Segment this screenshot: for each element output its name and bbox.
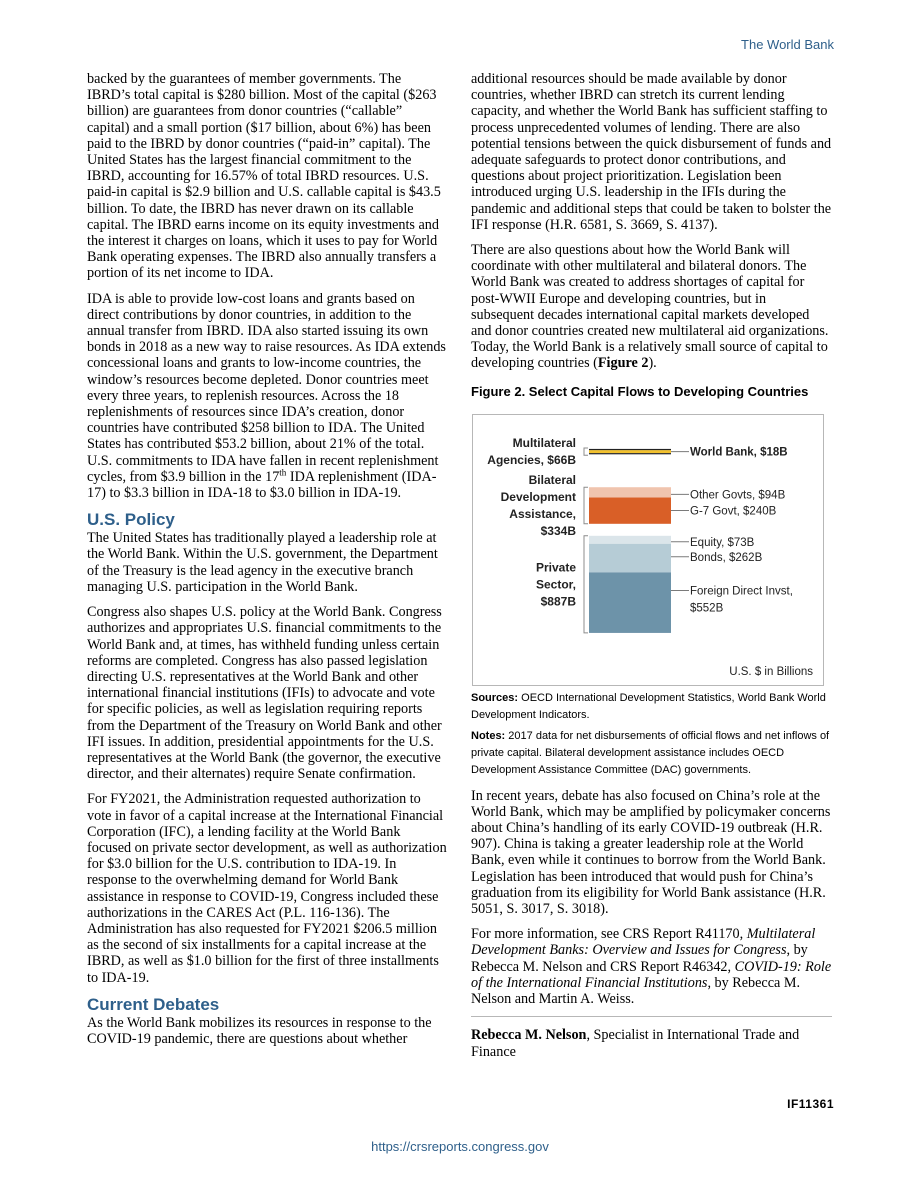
paragraph-ida (87, 291, 448, 502)
header-title: The World Bank (741, 37, 834, 52)
paragraph-congress: Congress also shapes U.S. policy at the World Bank. Congress authorizes and appropriates U.S. financial commitments to the World Bank and, at times, has withheld funding unless certain reforms are completed. Congress has also passed legislation directing U.S. representatives at the World Bank and other international financial institutions (IFIs) to advocate and vote for specific policies, as well as legislation requiring reports from the Department of the Treasury on World Bank and other IFI issues. In addition, presidential appointments for the U.S. representatives at the World Bank (the governor, the executive director, and their alternates) require Senate confirmation. (87, 604, 442, 783)
segment-label: Foreign Direct Invst, (690, 585, 793, 598)
group-label: Agencies, $66B (487, 452, 576, 467)
bar-segment (589, 497, 671, 523)
bar-segment (589, 450, 671, 453)
notes-label: Notes: (471, 729, 506, 742)
paragraph-ida-text: IDA is able to provide low-cost loans and grants based on direct contributions by donor countries, in addition to the annual transfer from IBRD. IDA also started issuing its own bonds in 2018 as a new way to raise resources. As IDA extends concessional loans and grants to low-income countries, the window’s resources become depleted. Donor countries meet every three years, to replenish resources. Across the 18 replenishments of resources since IDA’s creation, donor countries have contributed $258 billion to IDA. The United States has contributed $53.2 billion, about 21% of the total. U.S. commitments to IDA have fallen in recent replenishment cycles, from $3.9 billion in the 17 (87, 290, 446, 485)
figure-title: Figure 2. Select Capital Flows to Developing Countries (471, 383, 809, 399)
sources-label: Sources: (471, 691, 519, 704)
segment-label: Other Govts, $94B (690, 489, 786, 502)
group-label: Bilateral (528, 472, 576, 487)
report-title-r41170: Multilateral Development Banks: Overview and Issues for Congress (471, 926, 816, 959)
group-bracket (584, 535, 588, 632)
superscript: th (279, 467, 287, 478)
notes-text: 2017 data for net disbursements of official flows and net inflows of private capital. Bilateral development assistance includes OECD Development Assistance Committee (DAC) governments. (471, 729, 830, 776)
bar-segment (589, 543, 671, 572)
more-info-text-2: , by Rebecca M. Nelson and CRS Report R46342, (471, 942, 808, 975)
right-column (471, 71, 832, 1060)
group-label: Assistance, (509, 506, 576, 521)
bar-segment (589, 487, 671, 497)
group-label: Development (500, 489, 576, 504)
paragraph-leadership: The United States has traditionally played a leadership role at the World Bank. Within the U.S. government, the Department of the Treasury is the lead agency in the executive branch managing U.S. participation in the World Bank. (87, 530, 438, 595)
group-bracket (584, 487, 588, 524)
segment-label: $552B (690, 602, 724, 615)
heading-current-debates: Current Debates (87, 994, 220, 1014)
author-line (471, 1016, 832, 1059)
paragraph-coordination (471, 242, 832, 372)
figure-reference: Figure 2 (597, 355, 649, 372)
bar-segment (589, 572, 671, 632)
segment-label: World Bank, $18B (690, 446, 788, 459)
segment-label: G-7 Govt, $240B (690, 505, 777, 518)
paragraph-china: In recent years, debate has also focused on China’s role at the World Bank, which may be amplified by policymaker concerns about China’s handling of its early COVID-19 outbreak (H.R. 907). China is taking a greater leadership role at the World Bank, even while it continues to borrow from the World Bank. Legislation has been introduced that would push for China’s graduation from its eligibility for World Bank assistance (H.R. 5051, S. 3017, S. 3018). (471, 787, 831, 918)
figure-notes (471, 728, 832, 779)
author-name: Rebecca M. Nelson (471, 1027, 587, 1044)
document-id: IF11361 (787, 1097, 834, 1111)
group-label: Private (535, 560, 576, 575)
author-title: , Specialist in International Trade and Finance (471, 1027, 800, 1060)
group-label: $334B (540, 523, 576, 538)
paragraph-coordination-end: ). (648, 355, 657, 372)
heading-us-policy: U.S. Policy (87, 510, 175, 530)
chart-canvas (473, 415, 823, 685)
group-label: Sector, (535, 577, 576, 592)
group-bracket (584, 448, 588, 455)
bar-segment-edge (589, 453, 671, 454)
left-column (87, 71, 448, 1056)
bar-segment (589, 535, 671, 543)
paragraph-debates-start: As the World Bank mobilizes its resources in response to the COVID-19 pandemic, there are questions about whether (87, 1014, 432, 1047)
more-info-text-3: , by Rebecca M. Nelson and Martin A. Weiss. (471, 974, 801, 1008)
group-label: $887B (540, 594, 576, 609)
paragraph-ibrd-capital: backed by the guarantees of member governments. The IBRD’s total capital is $280 billion. Most of the capital ($263 billion) are guarantees from donor countries (“callable” capital) and a small portion ($17 billion, about 6%) has been paid to the IBRD by donor countries (“paid-in” capital). The United States has the largest financial commitment to the IBRD, accounting for 16.57% of total IBRD resources. U.S. paid-in capital is $2.9 billion and U.S. callable capital is $43.5 billion. To date, the IBRD has never drawn on its callable capital. The IBRD earns income on its equity investments and the interest it charges on loans, which it uses to pay for World Bank operating expenses. The IBRD also annually transfers a portion of its net income to IDA. (87, 71, 441, 282)
unit-label: U.S. $ in Billions (729, 665, 813, 678)
segment-label: Bonds, $262B (690, 551, 763, 564)
bar-segment-edge (589, 449, 671, 450)
paragraph-more-info (471, 926, 832, 1007)
paragraph-ida-text-end: IDA replenishment (IDA-17) to $3.3 billion in IDA-18 to $3.0 billion in IDA-19. (87, 468, 437, 502)
segment-label: Equity, $73B (690, 536, 755, 549)
group-label: Multilateral (512, 435, 576, 450)
capital-flows-chart (472, 414, 824, 686)
more-info-text: For more information, see CRS Report R41170, (471, 926, 747, 943)
report-title-r46342: COVID-19: Role of the International Financial Institutions (471, 958, 832, 991)
sources-text: OECD International Development Statistics, World Bank World Development Indicators. (471, 691, 826, 721)
footer-url[interactable]: https://crsreports.congress.gov (371, 1139, 549, 1154)
figure-sources (471, 690, 832, 724)
paragraph-coordination-text: There are also questions about how the World Bank will coordinate with other multilateral and bilateral donors. The World Bank was created to address shortages of capital for post-WWII Europe and developing countries, but in subsequent decades international capital markets developed and donor countries created new multilateral aid organizations. Today, the World Bank is a relatively small source of capital to developing countries ( (471, 242, 829, 372)
paragraph-fy2021: For FY2021, the Administration requested authorization to vote in favor of a capital increase at the International Financial Corporation (IFC), a lending facility at the World Bank focused on private sector development, as well as authorization for $3.0 billion for the U.S. contribution to IDA-19. In response to the overwhelming demand for World Bank assistance in response to COVID-19, Congress included these authorizations in the CARES Act (P.L. 116-136). The Administration has also requested for FY2021 $206.5 million as the second of six installments for a capital increase at the IBRD, as well as $1.0 billion for the first of three installments to IDA-19. (87, 791, 447, 986)
paragraph-resources: additional resources should be made available by donor countries, whether IBRD can stretch its current lending capacity, and whether the World Bank has sufficient staffing to process unprecedented volumes of lending. There are also potential tensions between the quick disbursement of funds and adequate safeguards to protect donor contributions, and questions about project prioritization. Legislation been introduced urging U.S. leadership in the IFIs during the pandemic and additional steps that could be taken to bolster the IFI response (H.R. 6581, S. 3669, S. 4137). (471, 71, 832, 233)
